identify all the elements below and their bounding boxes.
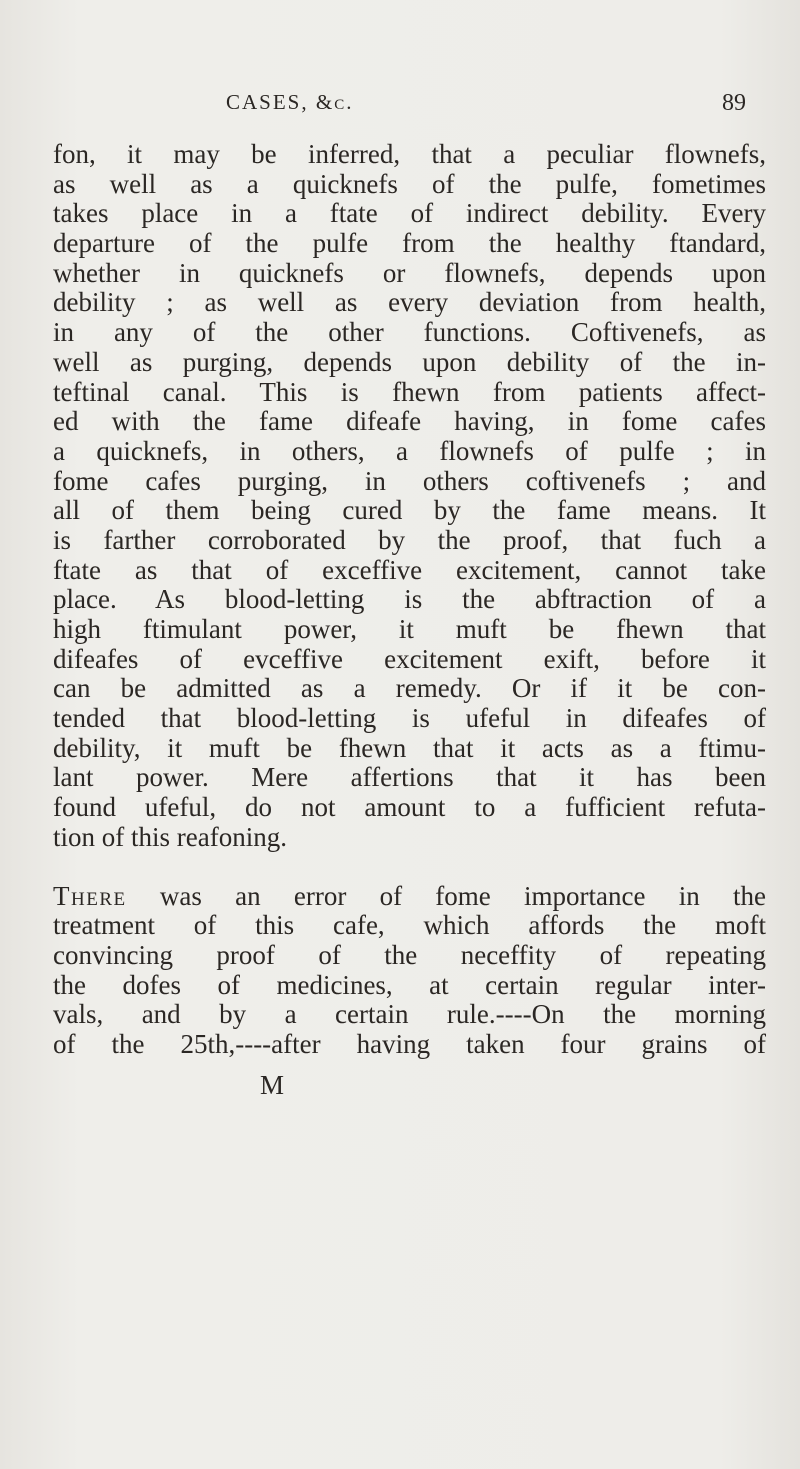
- text-line: treatment of this cafe, which affords the moft: [53, 910, 766, 941]
- text-line: difeafes of evceffive excitement exift, before it: [53, 643, 766, 674]
- text-line: [53, 882, 766, 912]
- text-line: well as purging, depends upon debility of the in-: [53, 346, 766, 377]
- text-line: all of them being cured by the fame means. It: [53, 495, 766, 526]
- text-line: departure of the pulfe from the healthy ftandard,: [53, 228, 766, 259]
- page-number: 89: [722, 90, 746, 116]
- body-text: [53, 140, 766, 1060]
- text-line: convincing proof of the neceffity of repeating: [53, 939, 766, 970]
- text-line: fome cafes purging, in others coftivenefs ; and: [53, 465, 766, 496]
- paragraph-1: [53, 140, 766, 853]
- text-line: fon, it may be inferred, that a peculiar flownefs,: [53, 139, 766, 169]
- text-line: place. As blood-letting is the abftraction of a: [53, 584, 766, 615]
- text-line: the dofes of medicines, at certain regular inter-: [53, 969, 766, 1000]
- text-line: tended that blood-letting is ufeful in difeafes of: [53, 703, 766, 734]
- paragraph-2: [53, 882, 766, 1060]
- lead-word: There: [53, 880, 127, 911]
- text-line: in any of the other functions. Coftivenefs, as: [53, 317, 766, 348]
- text-line: teftinal canal. This is fhewn from patients affect-: [53, 376, 766, 407]
- text-line: ed with the fame difeafe having, in fome cafes: [53, 406, 766, 437]
- text-line: high ftimulant power, it muft be fhewn that: [53, 614, 766, 644]
- text-line: found ufeful, do not amount to a fufficient refuta-: [53, 792, 766, 823]
- paragraph-gap: [53, 853, 766, 882]
- text-line: debility, it muft be fhewn that it acts as a ftimu-: [53, 732, 766, 763]
- text-line: whether in quicknefs or flownefs, depends upon: [53, 257, 766, 288]
- text-line: vals, and by a certain rule.----On the morning: [53, 999, 766, 1030]
- text-line: takes place in a ftate of indirect debility. Every: [53, 198, 766, 229]
- signature-mark: M: [260, 1070, 285, 1100]
- running-head: CASES, &c.: [226, 90, 354, 114]
- text-line: can be admitted as a remedy. Or if it be con-: [53, 673, 766, 704]
- text-line: of the 25th,----after having taken four grains of: [53, 1028, 766, 1059]
- text-line: is farther corroborated by the proof, that fuch a: [53, 524, 766, 555]
- text-line: ftate as that of exceffive excitement, cannot take: [53, 554, 766, 585]
- page-header: [0, 90, 800, 130]
- text-line: lant power. Mere affertions that it has been: [53, 762, 766, 793]
- text-line: tion of this reafoning.: [53, 821, 287, 852]
- text-line: as well as a quicknefs of the pulfe, fometimes: [53, 168, 766, 199]
- first-line-rest: was an error of fome importance in the: [126, 880, 766, 911]
- text-line: debility ; as well as every deviation from health,: [53, 287, 766, 318]
- text-line: a quicknefs, in others, a flownefs of pulfe ; in: [53, 435, 766, 466]
